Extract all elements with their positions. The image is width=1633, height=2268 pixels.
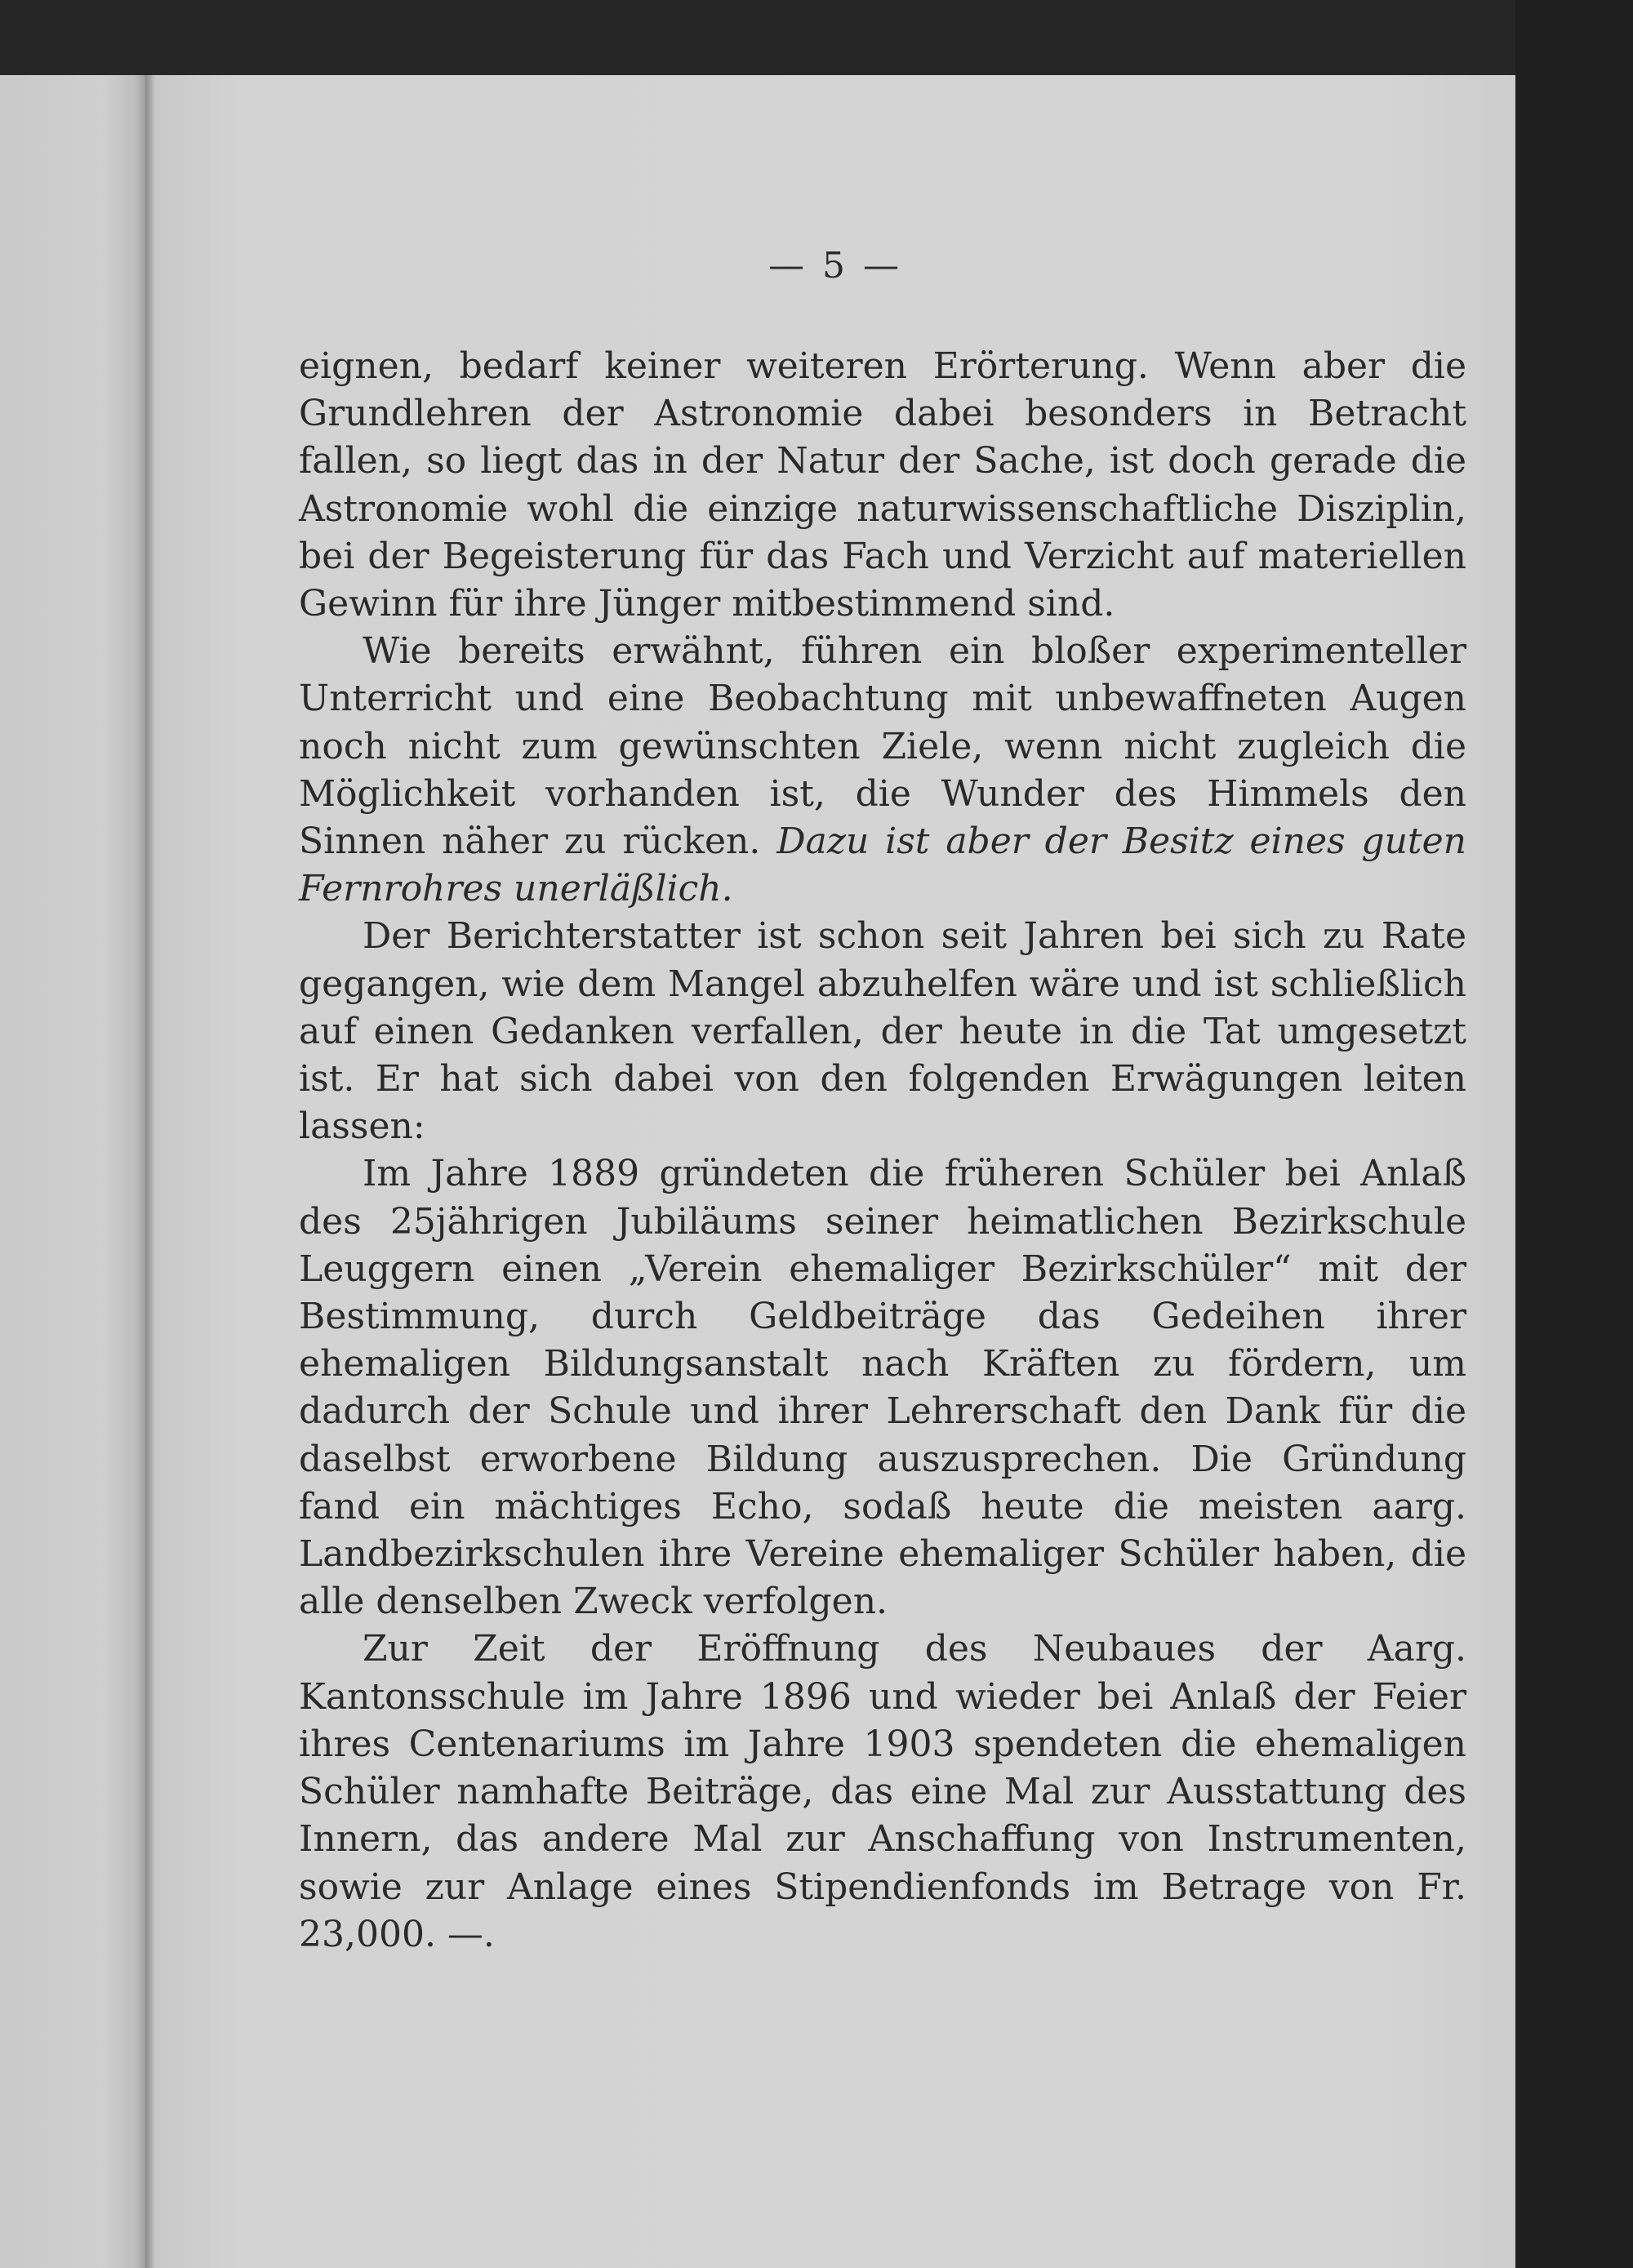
paragraph-5 [299, 1625, 1466, 1958]
scan-border-right [1515, 0, 1633, 2268]
paragraph-3 [299, 913, 1466, 1150]
book-page [155, 75, 1515, 2268]
body-text [299, 343, 1466, 1959]
paragraph-1 [299, 343, 1466, 628]
previous-page-edge [0, 75, 147, 2268]
scan-border-top [0, 0, 1633, 75]
paragraph-3-text: Der Berichterstatter ist schon seit Jahren bei sich zu Rate gegangen, wie dem Mangel abzuhelfen wäre und ist schließlich auf einen Gedanken verfallen, der heute in die Tat umgesetzt ist. Er hat sich dabei von den folgenden Erwägungen leiten lassen: [299, 915, 1466, 1148]
paragraph-5-text: Zur Zeit der Eröffnung des Neubaues der Aarg. Kantonsschule im Jahre 1896 und wieder bei Anlaß der Feier ihres Centenariums im Jahre 1903 spendeten die ehemaligen Schüler namhafte Beiträge, das eine Mal zur Ausstattung des Innern, das andere Mal zur Anschaffung von Instrumenten, sowie zur Anlage eines Stipendienfonds im Betrage von Fr. 23,000. —. [299, 1628, 1466, 1955]
paragraph-2-text: Wie bereits erwähnt, führen ein bloßer experimenteller Unterricht und eine Beobachtung mit unbewaffneten Augen noch nicht zum gewünschten Ziele, wenn nicht zugleich die Möglichkeit vorhanden ist, die Wunder des Himmels den Sinnen näher zu rücken. [299, 630, 1466, 863]
paragraph-4-text: Im Jahre 1889 gründeten die früheren Schüler bei Anlaß des 25jährigen Jubiläums seiner heimatlichen Bezirkschule Leuggern einen „Verein ehemaliger Bezirkschüler“ mit der Bestimmung, durch Geldbeiträge das Gedeihen ihrer ehemaligen Bildungsanstalt nach Kräften zu fördern, um dadurch der Schule und ihrer Lehrerschaft den Dank für die daselbst erworbene Bildung auszusprechen. Die Gründung fand ein mächtiges Echo, sodaß heute die meisten aarg. Landbezirkschulen ihre Vereine ehemaliger Schüler haben, die alle denselben Zweck verfolgen. [299, 1153, 1466, 1623]
paragraph-4 [299, 1150, 1466, 1625]
paragraph-2-emphasis: Dazu ist aber der Besitz eines guten Fernrohres unerläßlich. [299, 820, 1466, 910]
paragraph-1-text: eignen, bedarf keiner weiteren Erörterung. Wenn aber die Grundlehren der Astronomie dabei besonders in Betracht fallen, so liegt das in der Natur der Sache, ist doch gerade die Astronomie wohl die einzige naturwissenschaftliche Disziplin, bei der Begeisterung für das Fach und Verzicht auf materiellen Gewinn für ihre Jünger mitbestimmend sind. [299, 345, 1466, 625]
paragraph-2 [299, 628, 1466, 913]
page-number: — 5 — [768, 245, 902, 287]
